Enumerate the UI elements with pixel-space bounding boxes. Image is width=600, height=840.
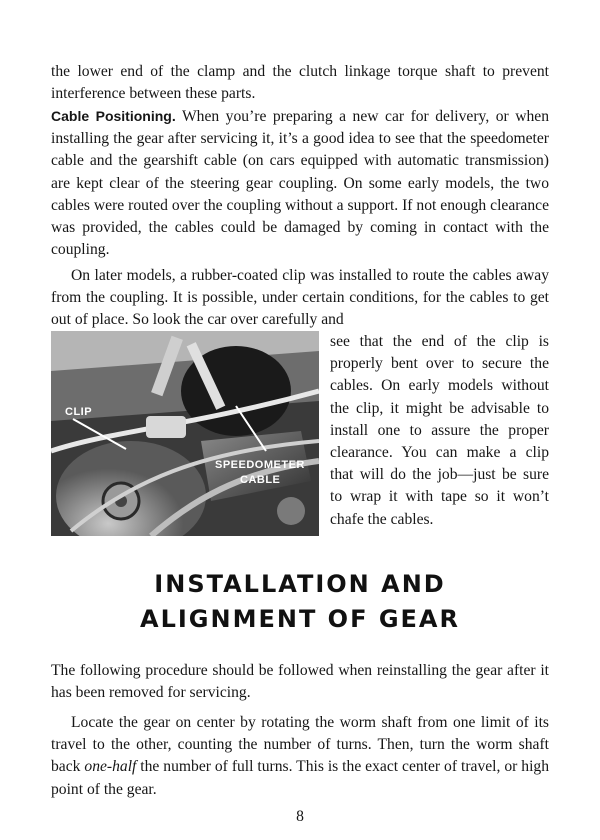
paragraph-wrap-text <box>330 331 549 531</box>
paragraph-procedure <box>51 660 549 704</box>
paragraph-text: the number of full turns. This is the exact center of travel, or high point of the gear. <box>51 758 549 798</box>
section-heading-line2: ALIGNMENT OF GEAR <box>140 605 460 633</box>
emphasis-text: one-half <box>84 758 137 776</box>
paragraph-cable-positioning <box>51 105 549 261</box>
speedometer-label: SPEEDOMETER <box>215 459 305 471</box>
clip-label: CLIP <box>65 406 93 418</box>
clip-photo <box>51 331 319 536</box>
paragraph-locate-gear <box>51 712 549 801</box>
paragraph-text: Locate the gear on center by rotating the worm shaft from one limit of its travel to the other, counting the number of turns. Then, turn the worm shaft back <box>51 714 549 776</box>
runin-heading: Cable Positioning. <box>51 108 176 124</box>
page-number: 8 <box>296 808 304 825</box>
paragraph-text: On later models, a rubber-coated clip was installed to route the cables away from the coupling. It is possible, under certain conditions, for the cables to get out of place. So look the car over carefully and <box>51 267 549 329</box>
paragraph-continuation <box>51 61 549 105</box>
paragraph-later-models <box>51 265 549 332</box>
paragraph-text: see that the end of the clip is properly bent over to secure the cables. On early models without the clip, it might be advisable to install one to assure the proper clearance. You can make a clip that will do the job—just be sure to wrap it with tape so it won’t chafe the cables. <box>330 333 549 528</box>
cable-label: CABLE <box>240 474 281 486</box>
paragraph-text: The following procedure should be followed when reinstalling the gear after it has been removed for servicing. <box>51 662 549 702</box>
paragraph-text: the lower end of the clamp and the clutch linkage torque shaft to prevent interference between these parts. <box>51 63 549 103</box>
section-heading-line1: INSTALLATION AND <box>154 570 446 598</box>
paragraph-text: When you’re preparing a new car for delivery, or when installing the gear after servicing it, it’s a good idea to see that the speedometer cable and the gearshift cable (on cars equipped with automatic transmission) are kept clear of the steering gear coupling. On some early models, the two cables were routed over the coupling without a support. If not enough clearance was provided, the cables could be damaged by coming in contact with the coupling. <box>51 108 549 259</box>
photo-illustration <box>51 331 319 536</box>
